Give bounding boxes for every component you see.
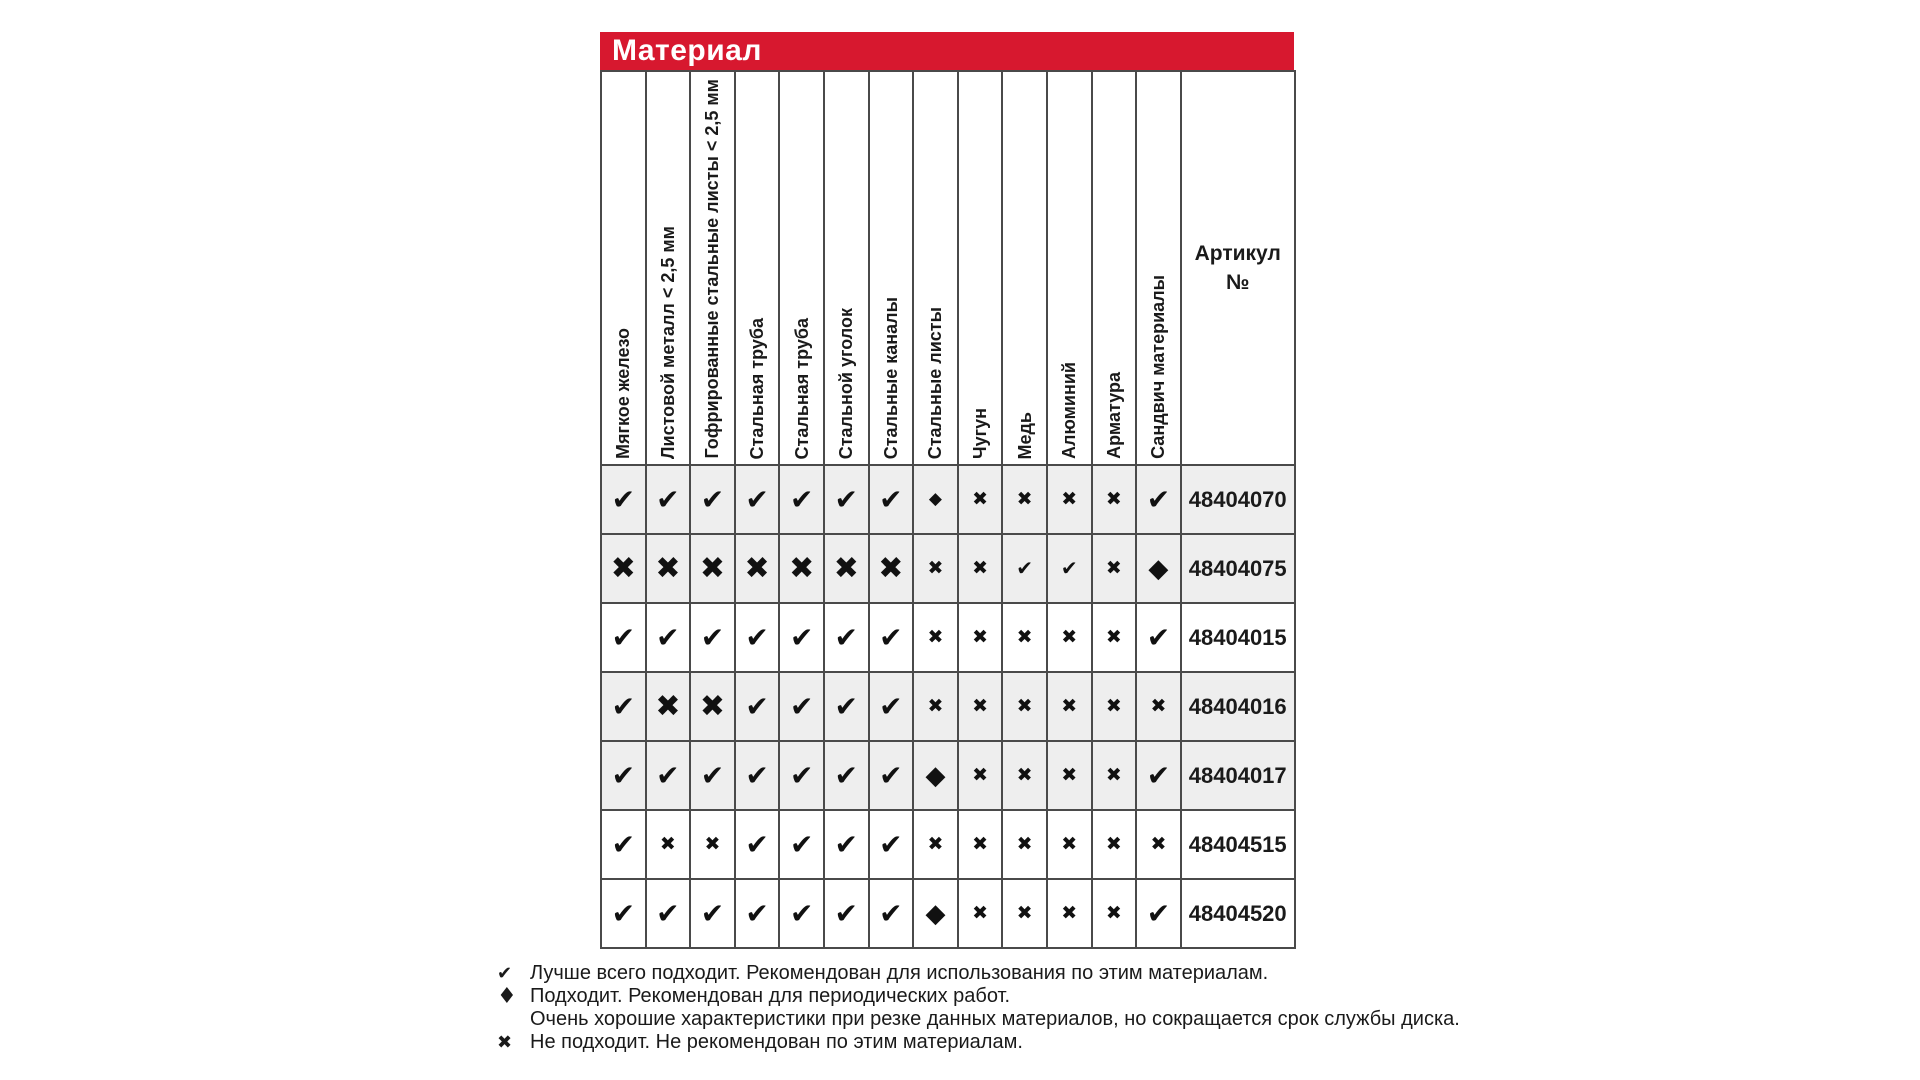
column-header-label: Арматура (1103, 372, 1124, 459)
symbol-cell (1002, 603, 1047, 672)
check-icon: ✔ (879, 620, 903, 654)
check-icon: ✔ (611, 827, 636, 861)
article-number: 48404015 (1181, 603, 1295, 672)
symbol-cell (646, 879, 691, 948)
check-icon: ✔ (656, 758, 680, 792)
symbol-cell (690, 879, 735, 948)
check-icon: ✔ (611, 758, 636, 792)
x-icon: ✖ (610, 550, 636, 586)
symbol-cell (601, 672, 646, 741)
x-icon: ✖ (927, 556, 944, 579)
x-icon: ✖ (972, 763, 988, 786)
symbol-cell (1002, 534, 1047, 603)
symbol-cell (1136, 465, 1181, 534)
symbol-cell (1136, 879, 1181, 948)
check-icon: ✔ (700, 620, 725, 654)
check-icon: ✔ (879, 758, 903, 792)
x-icon: ✖ (1016, 694, 1033, 717)
check-icon: ✔ (789, 620, 814, 654)
symbol-cell (779, 534, 824, 603)
legend (497, 962, 1460, 1054)
check-icon: ✔ (611, 620, 636, 654)
article-number: 48404515 (1181, 810, 1295, 879)
symbol-cell (735, 741, 780, 810)
column-header-5 (779, 71, 824, 465)
column-header-4 (735, 71, 780, 465)
symbol-cell (646, 465, 691, 534)
symbol-cell (1092, 879, 1137, 948)
symbol-cell (690, 465, 735, 534)
column-header-label: Листовой металл < 2,5 мм (657, 225, 678, 459)
x-icon: ✖ (1016, 625, 1033, 648)
article-number: 48404070 (1181, 465, 1295, 534)
x-icon: ✖ (1016, 901, 1033, 924)
article-number: 48404520 (1181, 879, 1295, 948)
diamond-icon: ◆ (1148, 553, 1169, 584)
check-icon: ✔ (879, 689, 903, 723)
symbol-cell (779, 810, 824, 879)
check-icon: ✔ (745, 758, 769, 792)
symbol-cell (735, 465, 780, 534)
symbol-cell (1002, 741, 1047, 810)
symbol-cell (958, 810, 1003, 879)
symbol-cell (779, 672, 824, 741)
symbol-cell (1092, 603, 1137, 672)
column-header-label: Стальной уголок (836, 307, 857, 459)
column-header-label: Сандвич материалы (1148, 275, 1169, 459)
legend-spacer (497, 1008, 530, 1031)
symbol-cell (601, 465, 646, 534)
x-icon: ✖ (927, 694, 944, 717)
x-icon: ✖ (659, 832, 676, 855)
symbol-cell (869, 672, 914, 741)
check-icon: ✔ (497, 963, 513, 984)
x-icon: ✖ (1061, 625, 1078, 648)
legend-item-suitable-note (497, 1008, 1460, 1031)
table-title-bar (600, 32, 1294, 70)
check-icon: ✔ (879, 827, 903, 861)
x-icon: ✖ (972, 556, 988, 579)
column-header-label: Чугун (970, 407, 991, 459)
check-icon: ✔ (656, 482, 680, 516)
x-icon: ✖ (744, 550, 770, 586)
check-icon: ✔ (656, 896, 680, 930)
symbol-cell (1047, 534, 1092, 603)
symbol-cell (1136, 603, 1181, 672)
x-icon: ✖ (1016, 832, 1033, 855)
article-number: 48404017 (1181, 741, 1295, 810)
symbol-cell (779, 741, 824, 810)
symbol-cell (869, 603, 914, 672)
x-icon: ✖ (1105, 901, 1122, 924)
check-icon: ✔ (1146, 758, 1171, 792)
symbol-cell (1092, 465, 1137, 534)
symbol-cell (913, 741, 958, 810)
column-header-1 (601, 71, 646, 465)
check-icon: ✔ (611, 482, 636, 516)
column-header-10 (1002, 71, 1047, 465)
symbol-cell (646, 810, 691, 879)
check-icon: ✔ (656, 620, 680, 654)
x-icon: ✖ (1061, 694, 1078, 717)
grid-head (601, 71, 1295, 465)
x-icon: ✖ (927, 625, 944, 648)
symbol-cell (690, 741, 735, 810)
x-icon: ✖ (1105, 694, 1122, 717)
symbol-cell (735, 879, 780, 948)
x-icon: ✖ (704, 832, 721, 855)
symbol-cell (869, 465, 914, 534)
check-icon: ✔ (745, 689, 769, 723)
check-icon: ✔ (745, 827, 769, 861)
symbol-cell (646, 672, 691, 741)
symbol-cell (646, 741, 691, 810)
diamond-icon: ♦ (497, 984, 517, 1009)
legend-item-not-suitable (497, 1031, 1460, 1054)
table-row (601, 741, 1295, 810)
check-icon: ✔ (700, 896, 725, 930)
symbol-cell (913, 534, 958, 603)
symbol-cell (646, 534, 691, 603)
column-header-label: Алюминий (1059, 362, 1080, 459)
symbol-cell (824, 741, 869, 810)
column-header-7 (869, 71, 914, 465)
article-header-line2: № (1226, 271, 1250, 294)
check-icon: ✔ (1146, 482, 1171, 516)
x-icon: ✖ (1061, 832, 1078, 855)
symbol-cell (1002, 465, 1047, 534)
symbol-cell (869, 534, 914, 603)
symbol-cell (1047, 465, 1092, 534)
column-header-label: Медь (1014, 411, 1035, 459)
column-header-6 (824, 71, 869, 465)
check-icon: ✔ (745, 620, 769, 654)
symbol-cell (1047, 603, 1092, 672)
x-icon: ✖ (1105, 487, 1122, 510)
x-icon: ✖ (1105, 556, 1122, 579)
symbol-cell (779, 603, 824, 672)
check-icon: ✔ (700, 758, 725, 792)
symbol-cell (958, 465, 1003, 534)
x-icon: ✖ (1061, 901, 1078, 924)
check-icon: ✔ (834, 827, 858, 861)
symbol-cell (824, 672, 869, 741)
check-icon: ✔ (745, 482, 769, 516)
x-icon: ✖ (878, 550, 904, 586)
article-header-line1: Артикул (1194, 241, 1281, 265)
check-icon: ✔ (789, 758, 814, 792)
symbol-cell (1136, 810, 1181, 879)
column-header-8 (913, 71, 958, 465)
symbol-cell (735, 810, 780, 879)
header-row (601, 71, 1295, 465)
check-icon: ✔ (789, 482, 814, 516)
diamond-icon: ◆ (928, 488, 942, 509)
check-icon: ✔ (834, 758, 858, 792)
article-number: 48404016 (1181, 672, 1295, 741)
symbol-cell (601, 534, 646, 603)
check-icon: ✔ (1060, 555, 1078, 580)
x-icon: ✖ (833, 550, 859, 586)
symbol-cell (869, 810, 914, 879)
x-icon: ✖ (699, 688, 726, 724)
table-row (601, 879, 1295, 948)
symbol-cell (1002, 672, 1047, 741)
symbol-cell (735, 534, 780, 603)
symbol-cell (690, 603, 735, 672)
check-icon: ✔ (1016, 555, 1034, 580)
material-compatibility-table (600, 32, 1294, 949)
symbol-cell (1047, 810, 1092, 879)
material-grid (600, 70, 1296, 949)
x-icon: ✖ (1105, 625, 1122, 648)
check-icon: ✔ (834, 689, 858, 723)
check-icon: ✔ (789, 827, 814, 861)
symbol-cell (646, 603, 691, 672)
article-number-header (1181, 71, 1295, 465)
symbol-cell (913, 672, 958, 741)
symbol-cell (958, 672, 1003, 741)
check-icon: ✔ (1146, 620, 1171, 654)
check-icon: ✔ (611, 689, 636, 723)
symbol-cell (601, 879, 646, 948)
symbol-cell (824, 810, 869, 879)
symbol-cell (913, 603, 958, 672)
symbol-cell (690, 810, 735, 879)
column-header-label: Мягкое железо (613, 327, 634, 459)
column-header-label: Гофрированные стальные листы < 2,5 мм (702, 79, 723, 459)
x-icon: ✖ (972, 625, 988, 648)
symbol-cell (735, 603, 780, 672)
x-icon: ✖ (1061, 763, 1078, 786)
x-icon: ✖ (1016, 487, 1033, 510)
column-header-label: Стальные каналы (880, 296, 901, 459)
column-header-12 (1092, 71, 1137, 465)
symbol-cell (690, 672, 735, 741)
symbol-cell (824, 603, 869, 672)
x-icon: ✖ (1061, 487, 1078, 510)
table-title: Материал (612, 34, 762, 67)
table-row (601, 534, 1295, 603)
symbol-cell (913, 810, 958, 879)
x-icon: ✖ (972, 694, 988, 717)
symbol-cell (1002, 810, 1047, 879)
column-header-3 (690, 71, 735, 465)
x-icon: ✖ (1016, 763, 1033, 786)
symbol-cell (958, 879, 1003, 948)
x-icon: ✖ (927, 832, 944, 855)
symbol-cell (1047, 741, 1092, 810)
symbol-cell (1092, 810, 1137, 879)
symbol-cell (1136, 741, 1181, 810)
legend-item-best (497, 962, 1460, 985)
x-icon: ✖ (1105, 763, 1122, 786)
symbol-cell (690, 534, 735, 603)
column-header-label: Стальные листы (925, 306, 946, 459)
table-row (601, 810, 1295, 879)
symbol-cell (958, 741, 1003, 810)
x-icon: ✖ (655, 688, 681, 724)
symbol-cell (1002, 879, 1047, 948)
check-icon: ✔ (700, 482, 725, 516)
check-icon: ✔ (789, 896, 814, 930)
x-icon: ✖ (789, 550, 815, 586)
symbol-cell (913, 465, 958, 534)
symbol-cell (601, 810, 646, 879)
check-icon: ✔ (879, 896, 903, 930)
check-icon: ✔ (834, 620, 858, 654)
column-header-2 (646, 71, 691, 465)
symbol-cell (824, 534, 869, 603)
table-row (601, 465, 1295, 534)
check-icon: ✔ (1146, 896, 1171, 930)
symbol-cell (958, 534, 1003, 603)
x-icon: ✖ (972, 901, 988, 924)
diamond-icon: ◆ (925, 760, 946, 791)
legend-text: Лучше всего подходит. Рекомендован для использования по этим материалам. (530, 962, 1269, 984)
article-number: 48404075 (1181, 534, 1295, 603)
symbol-cell (601, 741, 646, 810)
table-row (601, 603, 1295, 672)
symbol-cell (958, 603, 1003, 672)
legend-item-suitable (497, 985, 1460, 1008)
table-row (601, 672, 1295, 741)
x-icon: ✖ (1105, 832, 1122, 855)
check-icon: ✔ (834, 896, 858, 930)
column-header-label: Стальная труба (791, 317, 812, 459)
x-icon: ✖ (1150, 694, 1167, 717)
x-icon: ✖ (655, 550, 681, 586)
check-icon: ✔ (834, 482, 858, 516)
grid-body (601, 465, 1295, 948)
x-icon: ✖ (972, 487, 988, 510)
symbol-cell (869, 741, 914, 810)
symbol-cell (1092, 534, 1137, 603)
symbol-cell (779, 879, 824, 948)
x-icon: ✖ (972, 832, 988, 855)
check-icon: ✔ (879, 482, 903, 516)
symbol-cell (779, 465, 824, 534)
legend-text: Очень хорошие характеристики при резке данных материалов, но сокращается срок службы диска. (530, 1008, 1460, 1030)
symbol-cell (1092, 672, 1137, 741)
check-icon: ✔ (745, 896, 769, 930)
column-header-9 (958, 71, 1003, 465)
symbol-cell (824, 465, 869, 534)
column-header-11 (1047, 71, 1092, 465)
symbol-cell (1092, 741, 1137, 810)
symbol-cell (913, 879, 958, 948)
x-icon: ✖ (497, 1032, 513, 1053)
symbol-cell (1136, 672, 1181, 741)
symbol-cell (1136, 534, 1181, 603)
diamond-icon: ◆ (925, 898, 946, 929)
symbol-cell (735, 672, 780, 741)
check-icon: ✔ (789, 689, 814, 723)
symbol-cell (601, 603, 646, 672)
x-icon: ✖ (1150, 832, 1167, 855)
x-icon: ✖ (699, 550, 726, 586)
legend-text: Не подходит. Не рекомендован по этим материалам. (530, 1031, 1023, 1053)
symbol-cell (1047, 672, 1092, 741)
column-header-label: Стальная труба (747, 317, 768, 459)
check-icon: ✔ (611, 896, 636, 930)
column-header-13 (1136, 71, 1181, 465)
symbol-cell (1047, 879, 1092, 948)
symbol-cell (824, 879, 869, 948)
symbol-cell (869, 879, 914, 948)
legend-text: Подходит. Рекомендован для периодических работ. (530, 985, 1011, 1007)
